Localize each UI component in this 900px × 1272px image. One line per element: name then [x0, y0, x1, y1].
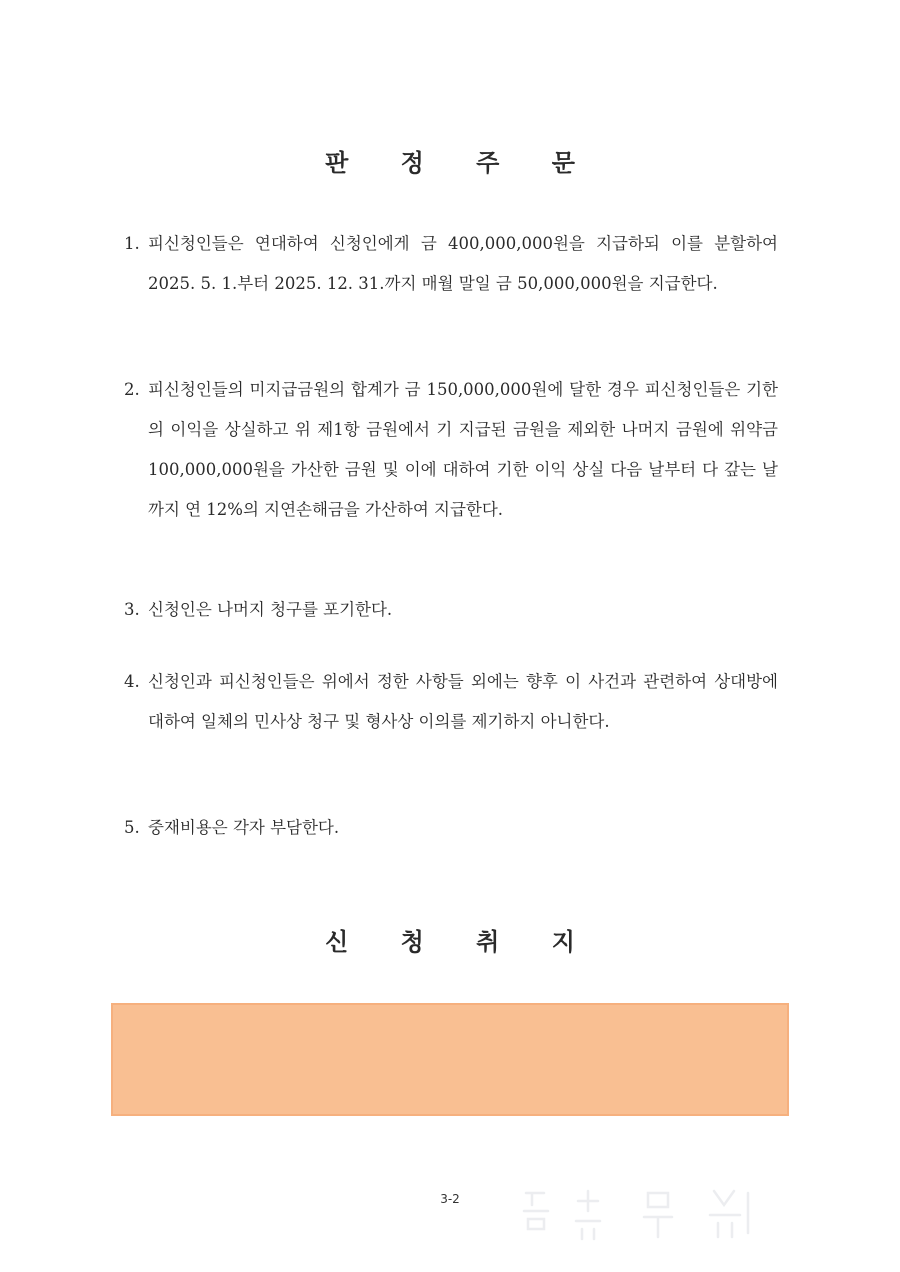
order-item-text: 신청인은 나머지 청구를 포기한다. [148, 600, 393, 619]
order-item-number: 4. [124, 672, 140, 691]
purpose-title: 신 청 취 지 [325, 927, 597, 956]
order-item-1 [124, 224, 778, 304]
order-item-number: 3. [124, 600, 140, 619]
order-item-5 [124, 808, 778, 848]
order-item-3 [124, 590, 778, 630]
redaction-block [111, 1003, 789, 1116]
order-item-number: 2. [124, 380, 140, 399]
order-title: 판 정 주 문 [325, 148, 597, 177]
order-item-text: 중재비용은 각자 부담한다. [148, 818, 340, 837]
stamp-mark [518, 1183, 768, 1245]
page-number: 3-2 [440, 1192, 460, 1206]
order-item-number: 1. [124, 234, 140, 253]
order-item-number: 5. [124, 818, 140, 837]
order-item-text: 피신청인들의 미지급금원의 합계가 금 150,000,000원에 달한 경우 피신청인들은 기한의 이익을 상실하고 위 제1항 금원에서 기 지급된 금원을 제외한 나머지 금원에 위약금 100,000,000원을 가산한 금원 및 이에 대하여 기한 이익 상실 다음 날부터 다 갚는 날까지 연 12%의 지연손해금을 가산하여 지급한다. [148, 380, 778, 519]
order-item-4 [124, 662, 778, 742]
order-item-text: 신청인과 피신청인들은 위에서 정한 사항들 외에는 향후 이 사건과 관련하여 상대방에 대하여 일체의 민사상 청구 및 형사상 이의를 제기하지 아니한다. [148, 672, 778, 731]
order-item-2 [124, 370, 778, 530]
order-item-text: 피신청인들은 연대하여 신청인에게 금 400,000,000원을 지급하되 이를 분할하여 2025. 5. 1.부터 2025. 12. 31.까지 매월 말일 금 50,000,000원을 지급한다. [148, 234, 778, 293]
